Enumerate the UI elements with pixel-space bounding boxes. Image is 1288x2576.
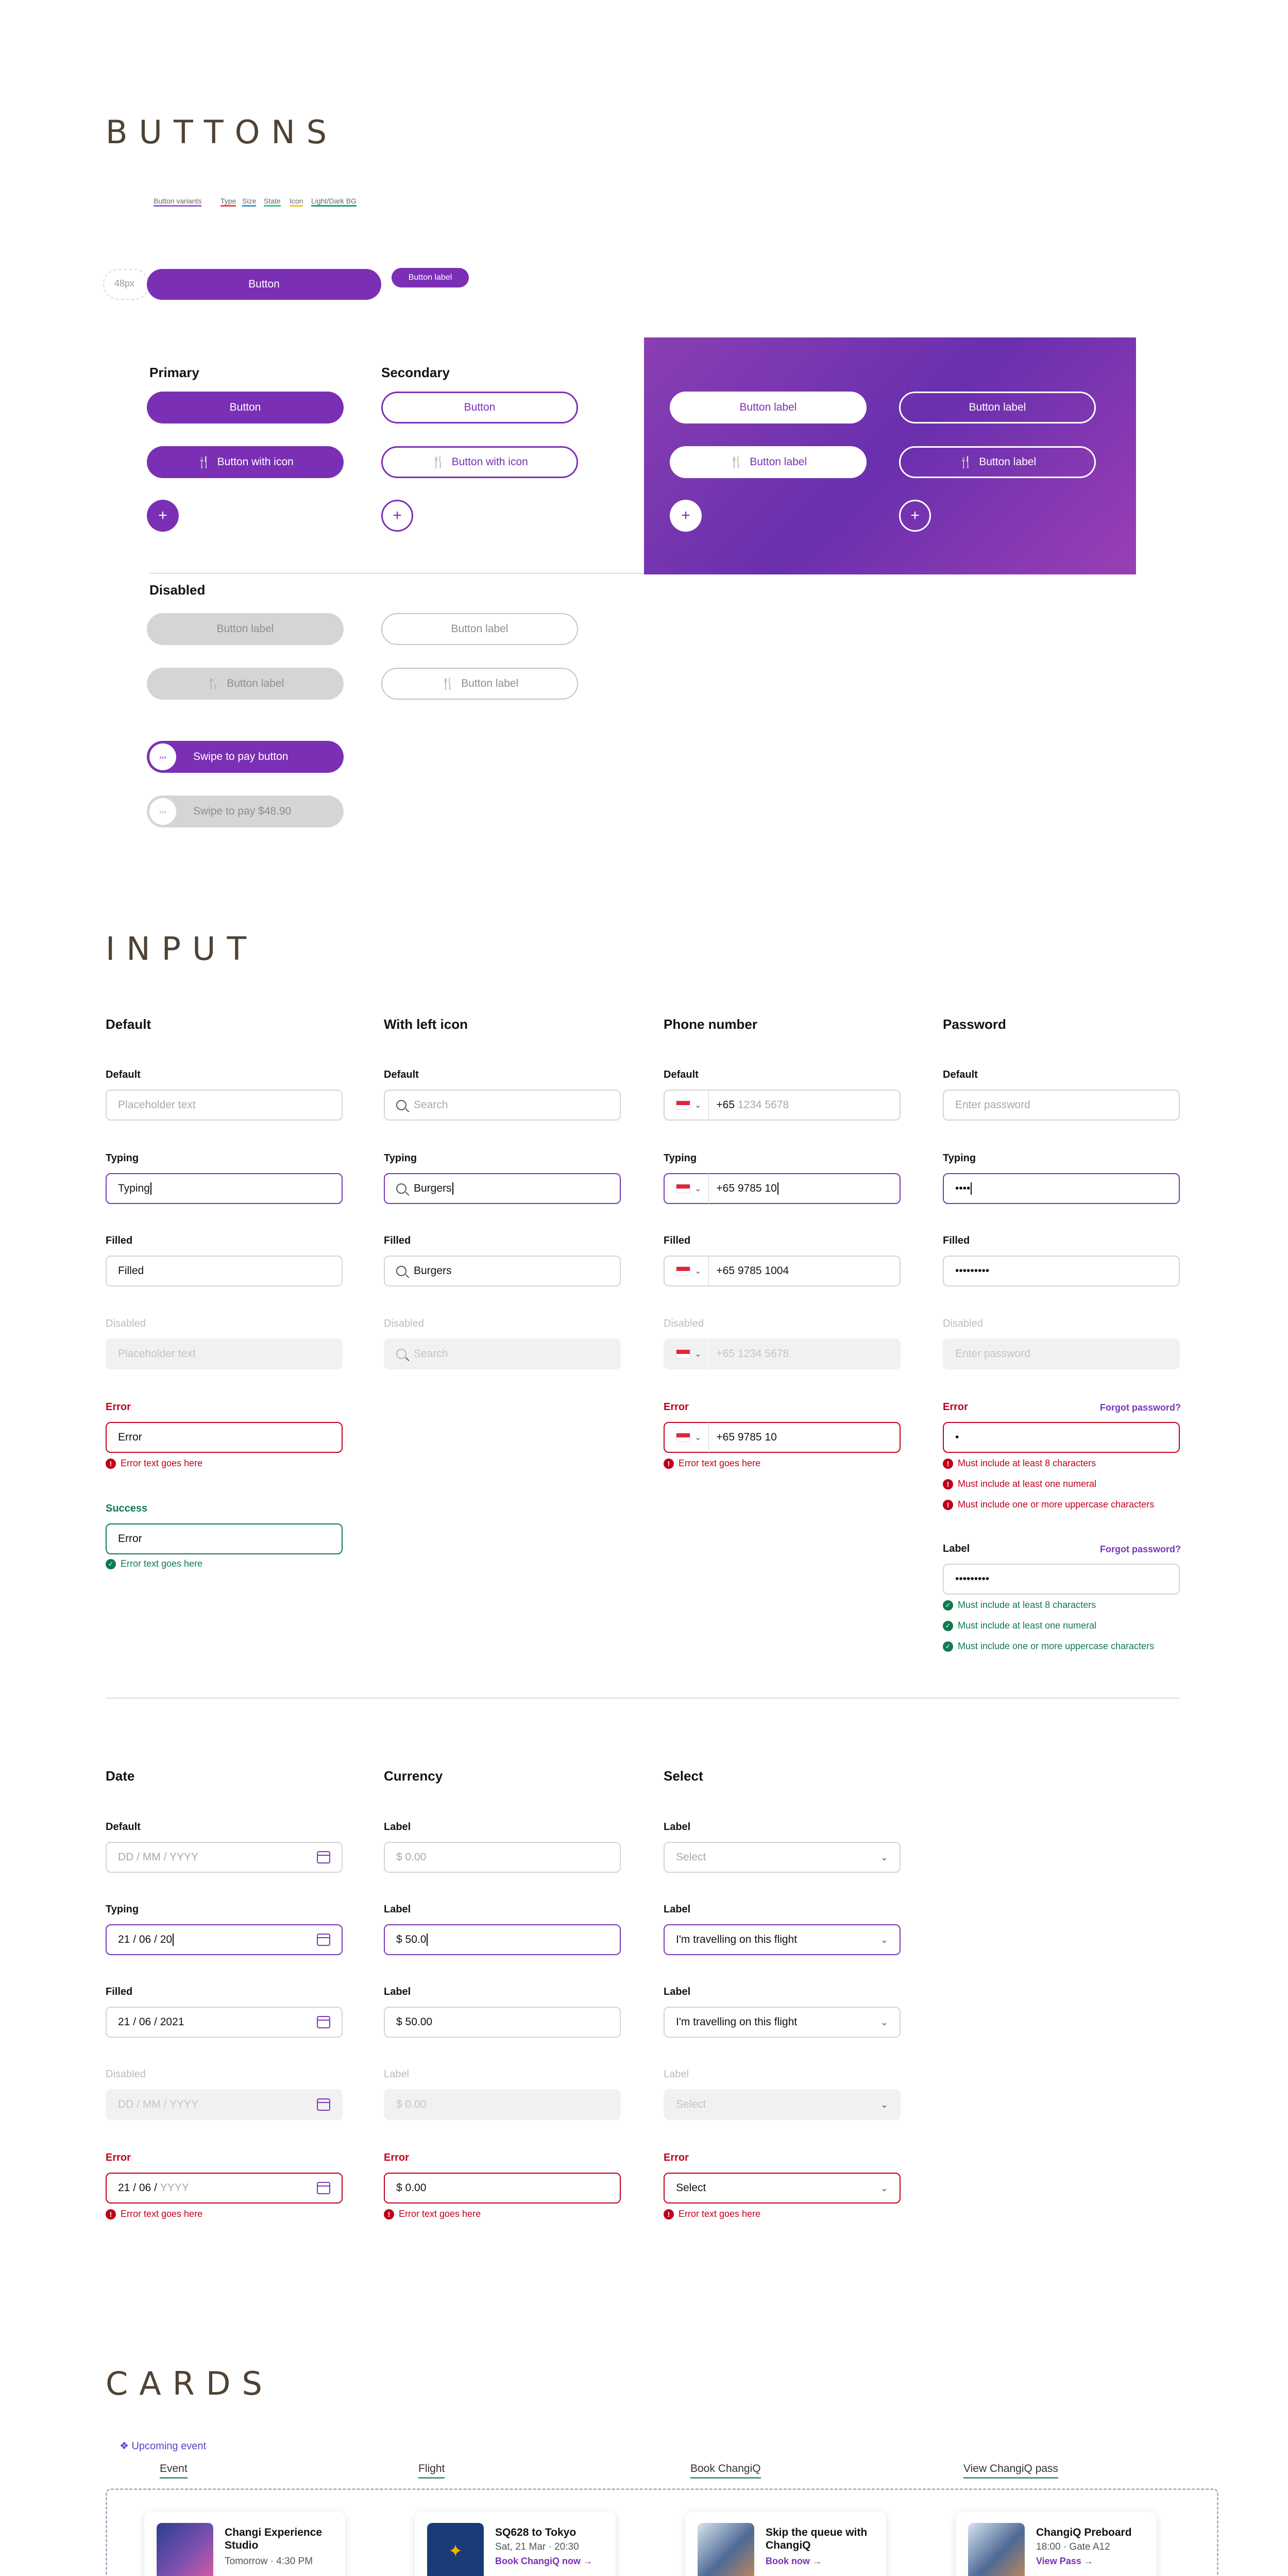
search-icon — [396, 1266, 406, 1276]
select-default[interactable] — [664, 1842, 901, 1873]
state-label-filled: Filled — [943, 1235, 970, 1246]
calendar-icon[interactable] — [317, 1851, 330, 1863]
state-label-default: Default — [943, 1069, 978, 1080]
singapore-flag-icon — [676, 1100, 690, 1110]
state-label-error: Error — [664, 2152, 689, 2163]
secondary-plus-button[interactable] — [381, 500, 413, 532]
airline-logo — [427, 2523, 484, 2576]
plus-icon: + — [158, 507, 167, 524]
secondary-button-label: Button — [464, 401, 496, 413]
chevron-down-icon[interactable]: ⌄ — [694, 1101, 702, 1110]
field-label: Label — [664, 1904, 691, 1915]
input-value: •••• — [955, 1182, 971, 1194]
state-label-default: Default — [106, 1069, 141, 1080]
field-label: Label — [384, 2069, 409, 2080]
primary-plus-button[interactable] — [147, 500, 179, 532]
password-rule-ok — [943, 1641, 1154, 1652]
password-rule-text: Must include one or more uppercase characters — [958, 1641, 1155, 1651]
error-icon: ! — [106, 1459, 116, 1469]
upcoming-event-card[interactable] — [144, 2512, 345, 2576]
text-caret — [150, 1182, 151, 1195]
search-input-disabled[interactable] — [384, 1338, 621, 1369]
search-input-default[interactable] — [384, 1090, 621, 1121]
state-label-error: Error — [664, 1401, 689, 1413]
primary-button-with-icon-label: Button with icon — [217, 456, 294, 468]
state-label-filled: Filled — [384, 1235, 411, 1246]
field-label: Label — [384, 1986, 411, 1997]
chevron-down-icon[interactable]: ⌄ — [694, 1433, 702, 1442]
outline-white-button-with-icon-label: Button label — [979, 456, 1037, 468]
placeholder-text: Placeholder text — [118, 1348, 196, 1360]
section-title-cards: CARDS — [106, 2365, 274, 2402]
placeholder-text: DD / MM / YYYY — [118, 1851, 198, 1863]
text-caret — [427, 1934, 428, 1946]
password-input-typing[interactable] — [943, 1173, 1180, 1204]
select-error[interactable] — [664, 2173, 901, 2204]
placeholder-text: Select — [676, 2098, 706, 2110]
calendar-icon[interactable] — [317, 1934, 330, 1946]
phone-input-typing[interactable] — [664, 1173, 901, 1204]
date-input-error[interactable] — [106, 2173, 343, 2204]
error-message-text: Error text goes here — [679, 1458, 761, 1468]
singapore-flag-icon — [676, 1184, 690, 1193]
fork-knife-icon: 🍴 — [958, 455, 973, 468]
state-label-default: Default — [106, 1821, 141, 1833]
error-icon: ! — [943, 1459, 953, 1469]
success-message-text: Error text goes here — [121, 1558, 203, 1569]
section-title-input: INPUT — [106, 930, 258, 968]
text-input-default[interactable] — [106, 1090, 343, 1121]
fork-knife-icon: 🍴 — [440, 677, 455, 690]
state-label-error: Error — [384, 2152, 409, 2163]
phone-divider — [708, 1256, 709, 1286]
placeholder-text: $ 0.00 — [396, 2098, 427, 2110]
column-header-password: Password — [943, 1016, 1006, 1032]
error-message-text: Error text goes here — [679, 2209, 761, 2219]
select-value: I'm travelling on this flight — [676, 1934, 798, 1945]
search-icon — [396, 1349, 406, 1359]
legend-item: Light/Dark BG — [311, 197, 357, 207]
check-icon: ✓ — [106, 1559, 116, 1569]
chevron-down-icon: ⌄ — [880, 1852, 888, 1862]
state-label-error: Error — [106, 2152, 131, 2163]
chevron-down-icon[interactable]: ⌄ — [694, 1184, 702, 1193]
singapore-flag-icon — [676, 1266, 690, 1276]
card-link[interactable]: Book ChangiQ now → — [495, 2556, 592, 2566]
column-header-default: Default — [106, 1016, 151, 1032]
currency-input-typing[interactable] — [384, 1924, 621, 1955]
input-value: 21 / 06 / 2021 — [118, 2016, 184, 2028]
primary-button-label: Button — [229, 401, 261, 413]
success-message — [106, 1558, 202, 1569]
input-value: Error — [118, 1431, 142, 1443]
input-value: Error — [118, 1533, 142, 1545]
placeholder-text: $ 0.00 — [396, 1851, 427, 1863]
card-subtitle: Tomorrow · 4:30 PM — [225, 2556, 313, 2567]
password-rule-text: Must include one or more uppercase characters — [958, 1499, 1155, 1510]
tab-book-changiq[interactable]: Book ChangiQ — [690, 2463, 761, 2479]
input-value: $ 50.00 — [396, 2016, 433, 2028]
column-header-select: Select — [664, 1768, 703, 1784]
state-label-filled: Filled — [664, 1235, 691, 1246]
state-label-typing: Typing — [943, 1153, 976, 1164]
input-value: $ 50.0 — [396, 1934, 427, 1945]
error-message — [106, 2209, 202, 2219]
password-input-filled[interactable] — [943, 1256, 1180, 1286]
field-label: Label — [384, 1821, 411, 1833]
date-input-filled[interactable] — [106, 2007, 343, 2038]
chevron-down-icon: ⌄ — [880, 2016, 888, 2027]
error-icon: ! — [943, 1479, 953, 1489]
card-subtitle: 18:00 · Gate A12 — [1036, 2541, 1110, 2552]
column-header-phone: Phone number — [664, 1016, 758, 1032]
disabled-button[interactable] — [147, 613, 344, 645]
swipe-to-pay-disabled[interactable] — [147, 795, 344, 827]
state-label-error: Error — [943, 1401, 968, 1413]
column-header-left-icon: With left icon — [384, 1016, 468, 1032]
outline-white-button-with-icon[interactable] — [899, 446, 1096, 478]
card-subtitle: Sat, 21 Mar · 20:30 — [495, 2541, 579, 2552]
password-input-default[interactable] — [943, 1090, 1180, 1121]
phone-input-filled[interactable] — [664, 1256, 901, 1286]
calendar-icon — [317, 2098, 330, 2111]
calendar-icon[interactable] — [317, 2016, 330, 2028]
text-input-disabled[interactable] — [106, 1338, 343, 1369]
singapore-flag-icon — [676, 1433, 690, 1442]
placeholder-text: Search — [414, 1348, 448, 1360]
error-message-text: Error text goes here — [121, 2209, 203, 2219]
upcoming-changiq-card[interactable] — [685, 2512, 886, 2576]
input-value: $ 0.00 — [396, 2182, 427, 2194]
fork-knife-icon: 🍴 — [206, 677, 221, 690]
tab-view-changiq-pass[interactable]: View ChangiQ pass — [963, 2463, 1058, 2479]
disabled-outline-button-label: Button label — [451, 623, 509, 635]
disabled-button-label: Button label — [216, 623, 274, 635]
select-filled[interactable] — [664, 2007, 901, 2038]
placeholder-text: Search — [414, 1099, 448, 1111]
tab-flight[interactable]: Flight — [418, 2463, 445, 2479]
forgot-password-link[interactable]: Forgot password? — [1100, 1544, 1181, 1554]
state-label-error: Error — [106, 1401, 131, 1413]
select-value: Select — [676, 2182, 706, 2194]
error-message — [664, 1458, 760, 1469]
state-label-disabled: Disabled — [106, 2069, 146, 2080]
text-caret — [452, 1182, 453, 1195]
outline-white-button[interactable] — [899, 392, 1096, 423]
field-label: Label — [664, 1986, 691, 1997]
disabled-title: Disabled — [149, 582, 206, 598]
error-message-text: Error text goes here — [121, 1458, 203, 1468]
swipe-to-pay-label: Swipe to pay button — [193, 751, 289, 762]
password-rule-text: Must include at least 8 characters — [958, 1458, 1096, 1468]
text-caret — [173, 1934, 174, 1946]
check-icon: ✓ — [943, 1621, 953, 1631]
small-button[interactable] — [392, 268, 469, 287]
password-rule-text: Must include at least one numeral — [958, 1479, 1097, 1489]
phone-divider — [708, 1338, 709, 1369]
chevron-down-icon: ⌄ — [880, 1934, 888, 1945]
state-label-typing: Typing — [106, 1153, 139, 1164]
placeholder-text: Enter password — [955, 1348, 1030, 1360]
chevron-down-icon: ⌄ — [694, 1350, 702, 1359]
field-label: Label — [384, 1904, 411, 1915]
column-header-date: Date — [106, 1768, 135, 1784]
placeholder-text: +65 1234 5678 — [716, 1348, 789, 1360]
disabled-outline-button-with-icon-label: Button label — [461, 677, 519, 689]
password-rule-text: Must include at least 8 characters — [958, 1600, 1096, 1610]
event-image — [157, 2523, 213, 2576]
inverse-button-with-icon[interactable] — [670, 446, 867, 478]
search-input-typing[interactable] — [384, 1173, 621, 1204]
small-button-label: Button label — [408, 273, 452, 282]
passport-image — [698, 2523, 754, 2576]
text-caret — [777, 1182, 778, 1195]
password-input-error[interactable] — [943, 1422, 1180, 1453]
chevron-down-icon: ⌄ — [880, 2099, 888, 2110]
currency-input-default[interactable] — [384, 1842, 621, 1873]
input-value: Filled — [118, 1265, 144, 1277]
plus-icon: + — [393, 507, 402, 524]
chevron-down-icon: ⌄ — [880, 2182, 888, 2193]
divider — [106, 1698, 1180, 1699]
phone-input-default[interactable] — [664, 1090, 901, 1121]
currency-input-filled[interactable] — [384, 2007, 621, 2038]
state-label-disabled: Disabled — [384, 1318, 424, 1329]
select-disabled[interactable] — [664, 2089, 901, 2120]
phone-prefix: +65 — [716, 1099, 735, 1111]
legend-item: Type — [221, 197, 236, 207]
error-icon: ! — [943, 1500, 953, 1510]
card-link[interactable]: View Pass → — [1036, 2556, 1093, 2566]
singapore-flag-icon — [676, 1349, 690, 1359]
error-icon: ! — [664, 1459, 674, 1469]
date-input-default[interactable] — [106, 1842, 343, 1873]
card-link[interactable]: Book now → — [766, 2556, 822, 2566]
check-icon: ✓ — [943, 1600, 953, 1611]
error-icon: ! — [664, 2209, 674, 2219]
outline-white-button-label: Button label — [969, 401, 1026, 413]
input-value: ••••••••• — [955, 1573, 990, 1585]
fork-knife-icon: 🍴 — [431, 455, 446, 468]
state-label-disabled: Disabled — [943, 1318, 983, 1329]
select-value: I'm travelling on this flight — [676, 2016, 798, 2028]
password-rule-ok — [943, 1600, 1096, 1611]
plus-icon: + — [910, 507, 920, 524]
inverse-button-label: Button label — [739, 401, 797, 413]
phone-input-error[interactable] — [664, 1422, 901, 1453]
legend-item: Button variants — [154, 197, 201, 207]
bird-logo-icon: ✦ — [448, 2541, 463, 2561]
size-demo-button-label: Button — [248, 278, 280, 290]
outline-white-plus-button[interactable] — [899, 500, 931, 532]
placeholder-text: Placeholder text — [118, 1099, 196, 1111]
password-rule-error — [943, 1458, 1096, 1469]
input-value: +65 9785 1004 — [716, 1265, 789, 1277]
input-value: +65 9785 10 — [716, 1182, 777, 1194]
search-icon — [396, 1100, 406, 1110]
error-message-text: Error text goes here — [399, 2209, 481, 2219]
phone-input-disabled[interactable] — [664, 1338, 901, 1369]
field-label: Label — [664, 2069, 689, 2080]
input-value: ••••••••• — [955, 1265, 990, 1277]
password-input-valid[interactable] — [943, 1564, 1180, 1595]
error-message — [664, 2209, 760, 2219]
error-message — [384, 2209, 481, 2219]
disabled-button-with-icon-label: Button label — [227, 677, 284, 689]
swipe-to-pay-disabled-label: Swipe to pay $48.90 — [193, 805, 292, 817]
input-value: • — [955, 1431, 959, 1443]
state-label-typing: Typing — [106, 1904, 139, 1915]
state-label-disabled: Disabled — [664, 1318, 704, 1329]
state-label-typing: Typing — [384, 1153, 417, 1164]
plus-icon: + — [681, 507, 690, 524]
forgot-password-link[interactable]: Forgot password? — [1100, 1402, 1181, 1413]
card-title: ChangiQ Preboard — [1036, 2527, 1132, 2538]
text-input-error[interactable] — [106, 1422, 343, 1453]
placeholder-text: Select — [676, 1851, 706, 1863]
error-icon: ! — [384, 2209, 394, 2219]
state-label-success: Success — [106, 1503, 148, 1514]
password-rule-error — [943, 1479, 1096, 1489]
input-value: Typing — [118, 1182, 150, 1194]
state-label-default: Default — [664, 1069, 699, 1080]
swipe-to-pay-button[interactable] — [147, 741, 344, 773]
password-rule-ok — [943, 1620, 1096, 1631]
upcoming-pass-card[interactable] — [956, 2512, 1157, 2576]
card-title: Skip the queue with ChangiQ — [766, 2527, 868, 2551]
fork-knife-icon: 🍴 — [729, 455, 744, 468]
legend-item: State — [264, 197, 281, 207]
secondary-button-with-icon[interactable] — [381, 446, 578, 478]
placeholder-text: DD / MM / YYYY — [118, 2098, 198, 2110]
size-demo-button[interactable] — [147, 269, 381, 300]
state-label-typing: Typing — [664, 1153, 697, 1164]
upcoming-flight-card[interactable] — [415, 2512, 616, 2576]
primary-button-with-icon[interactable] — [147, 446, 344, 478]
secondary-title: Secondary — [381, 365, 450, 380]
input-value: Burgers — [414, 1182, 452, 1194]
tab-event[interactable]: Event — [160, 2463, 188, 2479]
passport-image — [968, 2523, 1025, 2576]
phone-divider — [708, 1090, 709, 1121]
card-title: Changi Experience Studio — [225, 2527, 323, 2551]
swipe-knob-disabled: ››› — [149, 798, 176, 825]
password-rule-error — [943, 1499, 1154, 1510]
inverse-button[interactable] — [670, 392, 867, 423]
text-input-success[interactable] — [106, 1523, 343, 1554]
field-label: Label — [664, 1821, 691, 1833]
legend — [154, 197, 370, 210]
error-message — [106, 1458, 202, 1469]
search-icon — [396, 1183, 406, 1194]
secondary-button-with-icon-label: Button with icon — [451, 456, 528, 468]
disabled-outline-button[interactable] — [381, 613, 578, 645]
state-label-filled: Filled — [106, 1986, 133, 1997]
text-caret — [971, 1182, 972, 1195]
upcoming-event-tag: ❖ Upcoming event — [120, 2441, 207, 2452]
search-input-filled[interactable] — [384, 1256, 621, 1286]
legend-item: Icon — [290, 197, 303, 207]
size-indicator-label: 48px — [114, 278, 135, 289]
state-label-default: Default — [384, 1069, 419, 1080]
password-input-disabled[interactable] — [943, 1338, 1180, 1369]
input-value: 21 / 06 / 20 — [118, 1934, 173, 1945]
currency-input-disabled[interactable] — [384, 2089, 621, 2120]
divider — [149, 573, 644, 574]
disabled-button-with-icon[interactable] — [147, 668, 344, 700]
state-label-filled: Filled — [106, 1235, 133, 1246]
disabled-outline-button-with-icon[interactable] — [381, 668, 578, 700]
state-label-label: Label — [943, 1543, 970, 1554]
phone-divider — [708, 1173, 709, 1204]
inverse-plus-button[interactable] — [670, 500, 702, 532]
calendar-icon[interactable] — [317, 2182, 330, 2194]
section-title-buttons: BUTTONS — [106, 113, 338, 151]
select-active[interactable] — [664, 1924, 901, 1955]
placeholder-text: 1234 5678 — [737, 1099, 789, 1111]
check-icon: ✓ — [943, 1641, 953, 1652]
primary-title: Primary — [149, 365, 199, 380]
placeholder-text: YYYY — [160, 2182, 189, 2194]
card-title: SQ628 to Tokyo — [495, 2527, 577, 2538]
error-icon: ! — [106, 2209, 116, 2219]
placeholder-text: Enter password — [955, 1099, 1030, 1111]
text-input-filled[interactable] — [106, 1256, 343, 1286]
input-value: +65 9785 10 — [716, 1431, 777, 1443]
swipe-knob[interactable]: ››› — [149, 743, 176, 770]
state-label-disabled: Disabled — [106, 1318, 146, 1329]
legend-item: Size — [242, 197, 256, 207]
fork-knife-icon: 🍴 — [197, 455, 211, 468]
currency-input-error[interactable] — [384, 2173, 621, 2204]
column-header-currency: Currency — [384, 1768, 443, 1784]
password-rule-text: Must include at least one numeral — [958, 1620, 1097, 1631]
phone-divider — [708, 1422, 709, 1453]
date-input-disabled[interactable] — [106, 2089, 343, 2120]
chevron-down-icon[interactable]: ⌄ — [694, 1267, 702, 1276]
primary-button[interactable] — [147, 392, 344, 423]
inverse-button-with-icon-label: Button label — [750, 456, 807, 468]
input-value: 21 / 06 / — [118, 2182, 157, 2194]
date-input-typing[interactable] — [106, 1924, 343, 1955]
input-value: Burgers — [414, 1265, 452, 1277]
text-input-typing[interactable] — [106, 1173, 343, 1204]
secondary-button[interactable] — [381, 392, 578, 423]
